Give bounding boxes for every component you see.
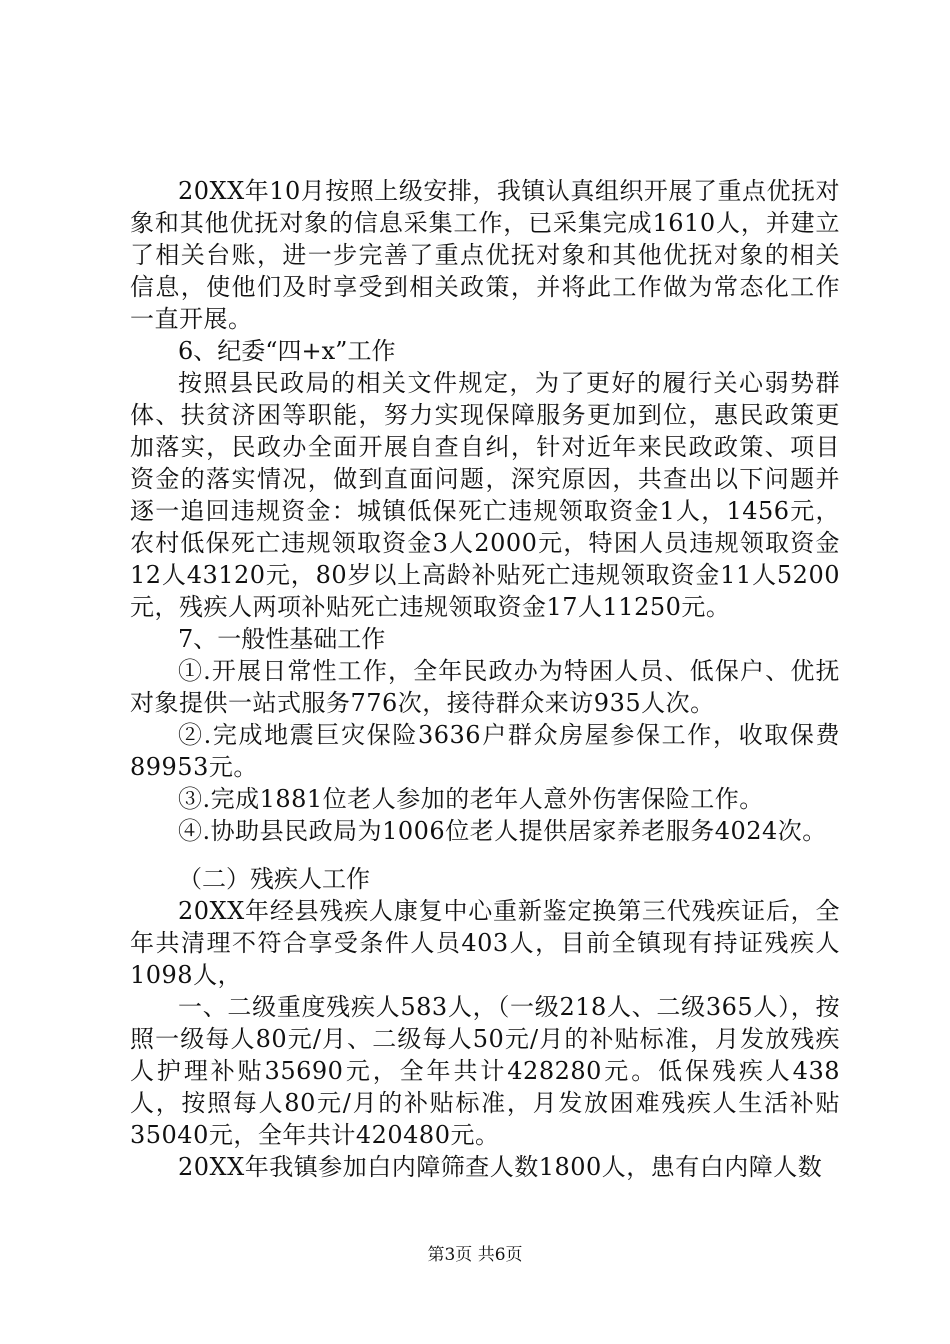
paragraph-self-inspection: 按照县民政局的相关文件规定，为了更好的履行关心弱势群体、扶贫济困等职能，努力实现保障服务更加到位，惠民政策更加落实，民政办全面开展自查自纠，针对近年来民政政策、项目资金的落实情况，做到直面问题，深究原因，共查出以下问题并逐一追回违规资金：城镇低保死亡违规领取资金1人，1456元，农村低保死亡违规领取资金3人2000元，特困人员违规领取资金12人43120元，80岁以上高龄补贴死亡违规领取资金11人5200元，残疾人两项补贴死亡违规领取资金17人11250元。 (130, 369, 840, 621)
paragraph-disability-certificates: 20XX年经县残疾人康复中心重新鉴定换第三代残疾证后，全年共清理不符合享受条件人员403人，目前全镇现有持证残疾人1098人， (130, 897, 840, 989)
heading-discipline-work: 6、纪委“四+x”工作 (178, 337, 396, 365)
paragraph-cataract-screening: 20XX年我镇参加白内障筛查人数1800人，患有白内障人数 (178, 1153, 823, 1181)
heading-disabled-work: （二）残疾人工作 (178, 865, 370, 893)
paragraph-daily-service: ①.开展日常性工作，全年民政办为特困人员、低保户、优抚对象提供一站式服务776次，接待群众来访935人次。 (130, 657, 840, 717)
section-gap (130, 847, 840, 863)
paragraph-home-elderly-care: ④.协助县民政局为1006位老人提供居家养老服务4024次。 (178, 817, 827, 845)
paragraph-elderly-accident-insurance: ③.完成1881位老人参加的老年人意外伤害保险工作。 (178, 785, 764, 813)
page-footer: 第3页 共6页 (427, 1245, 523, 1265)
heading-basic-work: 7、一般性基础工作 (178, 625, 386, 653)
paragraph-entitled-care-info: 20XX年10月按照上级安排，我镇认真组织开展了重点优抚对象和其他优抚对象的信息采集工作，已采集完成1610人，并建立了相关台账，进一步完善了重点优抚对象和其他优抚对象的相关信息，使他们及时享受到相关政策，并将此工作做为常态化工作一直开展。 (130, 177, 840, 333)
paragraph-earthquake-insurance: ②.完成地震巨灾保险3636户群众房屋参保工作，收取保费89953元。 (130, 721, 840, 781)
paragraph-disability-subsidies: 一、二级重度残疾人583人，（一级218人、二级365人），按照一级每人80元/月、二级每人50元/月的补贴标准，月发放残疾人护理补贴35690元，全年共计428280元。低保残疾人438人，按照每人80元/月的补贴标准，月发放困难残疾人生活补贴35040元，全年共计420480元。 (130, 993, 840, 1149)
document-body (130, 175, 840, 1183)
